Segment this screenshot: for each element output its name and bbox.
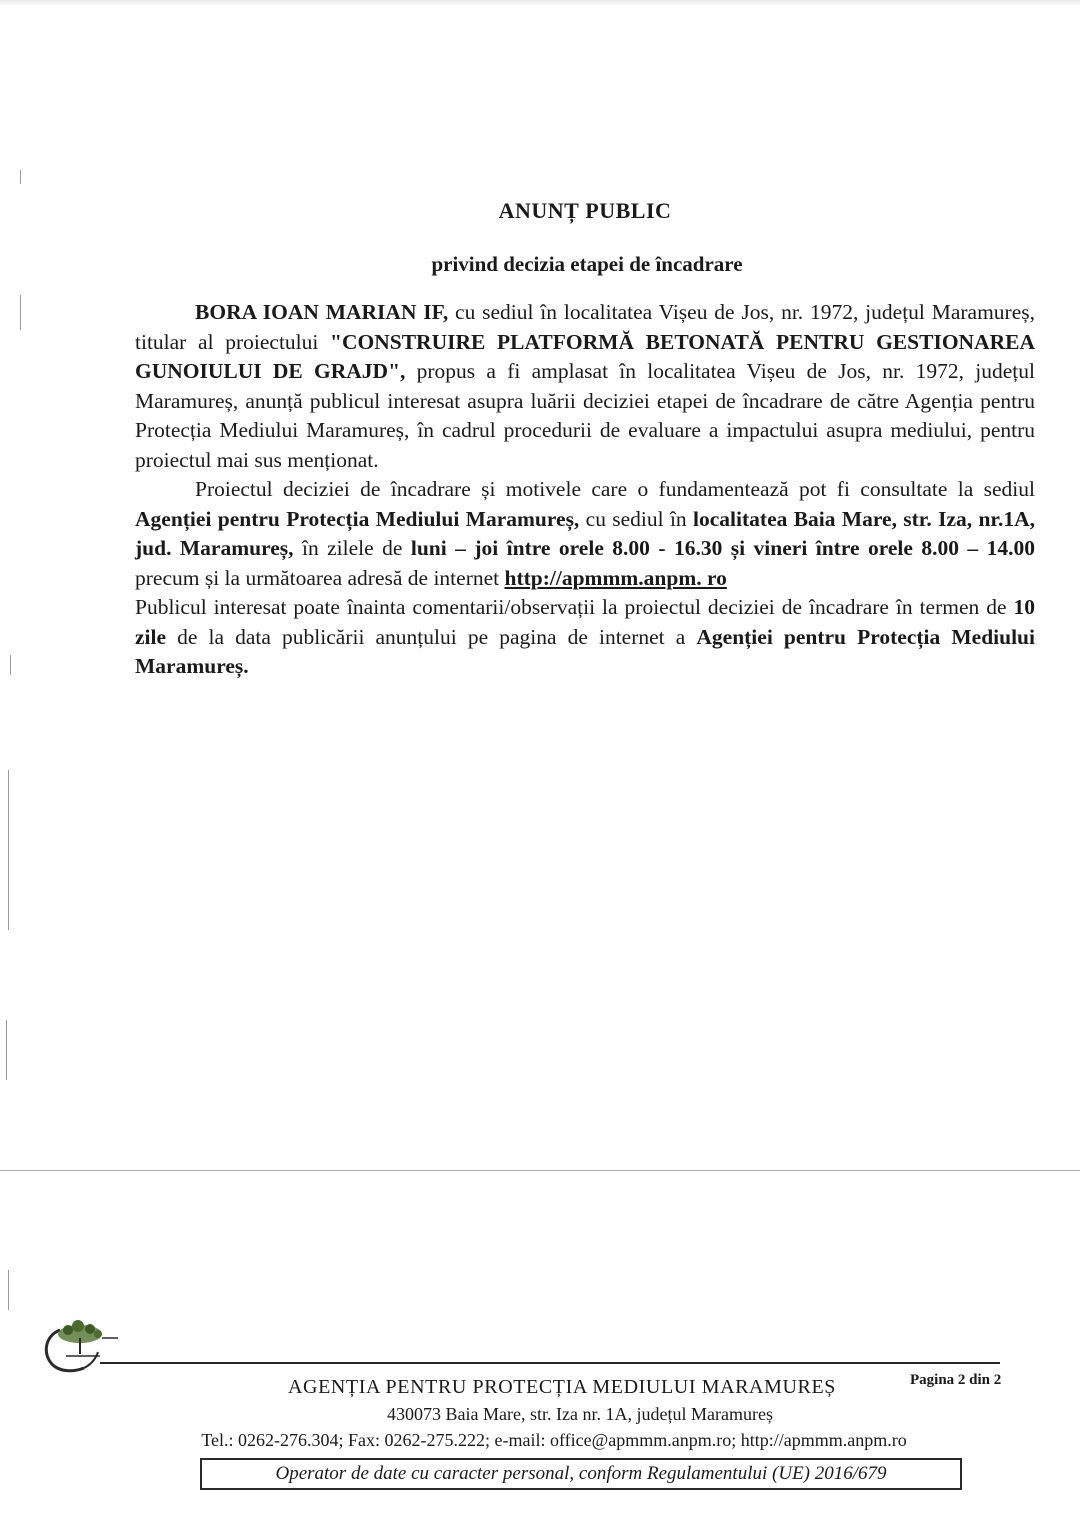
scan-mark [6,1020,7,1080]
paragraph-text: de la data publicării anunțului pe pagina de internet a [166,624,697,649]
company-name: BORA IOAN MARIAN IF, [195,300,449,324]
project-name: "CONSTRUIRE PLATFORMĂ BETONATĂ PENTRU GESTIONAREA GUNOIULUI DE GRAJD", [135,329,1035,383]
notice-body [135,298,1035,682]
paragraph-text: în zilele de [293,536,411,560]
scan-mark [20,170,21,184]
footer-rule [100,1362,1000,1364]
footer-agency-name: AGENȚIA PENTRU PROTECȚIA MEDIULUI MARAMUREȘ [287,1376,837,1398]
page-number: Pagina 2 din 2 [910,1372,1002,1388]
notice-title: ANUNȚ PUBLIC [498,198,672,223]
paragraph-text: cu sediul în localitatea Vișeu de Jos, nr. 1972, județul Maramureș, titular al proiectului [135,300,1035,354]
scan-mark [8,770,9,930]
paragraph-announcement [135,298,1035,475]
scan-mark [10,655,11,675]
scan-mark [8,1270,9,1310]
agency-location: localitatea Baia Mare, str. Iza, nr.1A, jud. Maramureș, [135,506,1036,560]
paragraph-text: propus a fi amplasat în localitatea Vișeu de Jos, nr. 1972, județul Maramureș, anunță publicul interesat asupra luării deciziei etapei de încadrare de către Agenția pentru Protecția Mediului Maramureș, în cadrul procedurii de evaluare a impactului asupra mediului, pentru proiectul mai sus menționat. [135,359,1036,472]
agency-name: Agenției pentru Protecția Mediului Maramureș. [135,624,1035,678]
website-link[interactable]: http://apmmm.anpm. ro [504,565,727,590]
notice-subtitle: privind decizia etapei de încadrare [431,252,743,276]
office-schedule: luni – joi între orele 8.00 - 16.30 și vineri între orele 8.00 – 14.00 [410,536,1035,560]
scan-edge [0,0,1080,6]
apm-logo-icon [40,1310,120,1380]
agency-name: Agenției pentru Protecția Mediului Maramureș, [135,506,580,531]
footer-address: 430073 Baia Mare, str. Iza nr. 1A, județul Maramureș [387,1404,773,1424]
paragraph-text: Publicul interesat poate înainta comentarii/observații la proiectul deciziei de încadrare în termen de [135,595,1014,619]
scan-mark [20,295,21,330]
fold-line [0,1170,1080,1171]
footer-contact: Tel.: 0262-276.304; Fax: 0262-275.222; e-mail: office@apmmm.anpm.ro; http://apmmm.anpm.ro [201,1430,907,1450]
paragraph-consultation [135,475,1035,593]
paragraph-text: cu sediul în [579,506,694,531]
paragraph-text: Proiectul deciziei de încadrare și motivele care o fundamentează pot fi consultate la sediul [195,477,1035,501]
paragraph-comments [135,593,1035,682]
gdpr-notice: Operator de date cu caracter personal, conform Regulamentului (UE) 2016/679 [200,1458,962,1490]
paragraph-text: precum și la următoarea adresă de internet [135,565,505,590]
deadline-days: 10 zile [135,595,1035,649]
